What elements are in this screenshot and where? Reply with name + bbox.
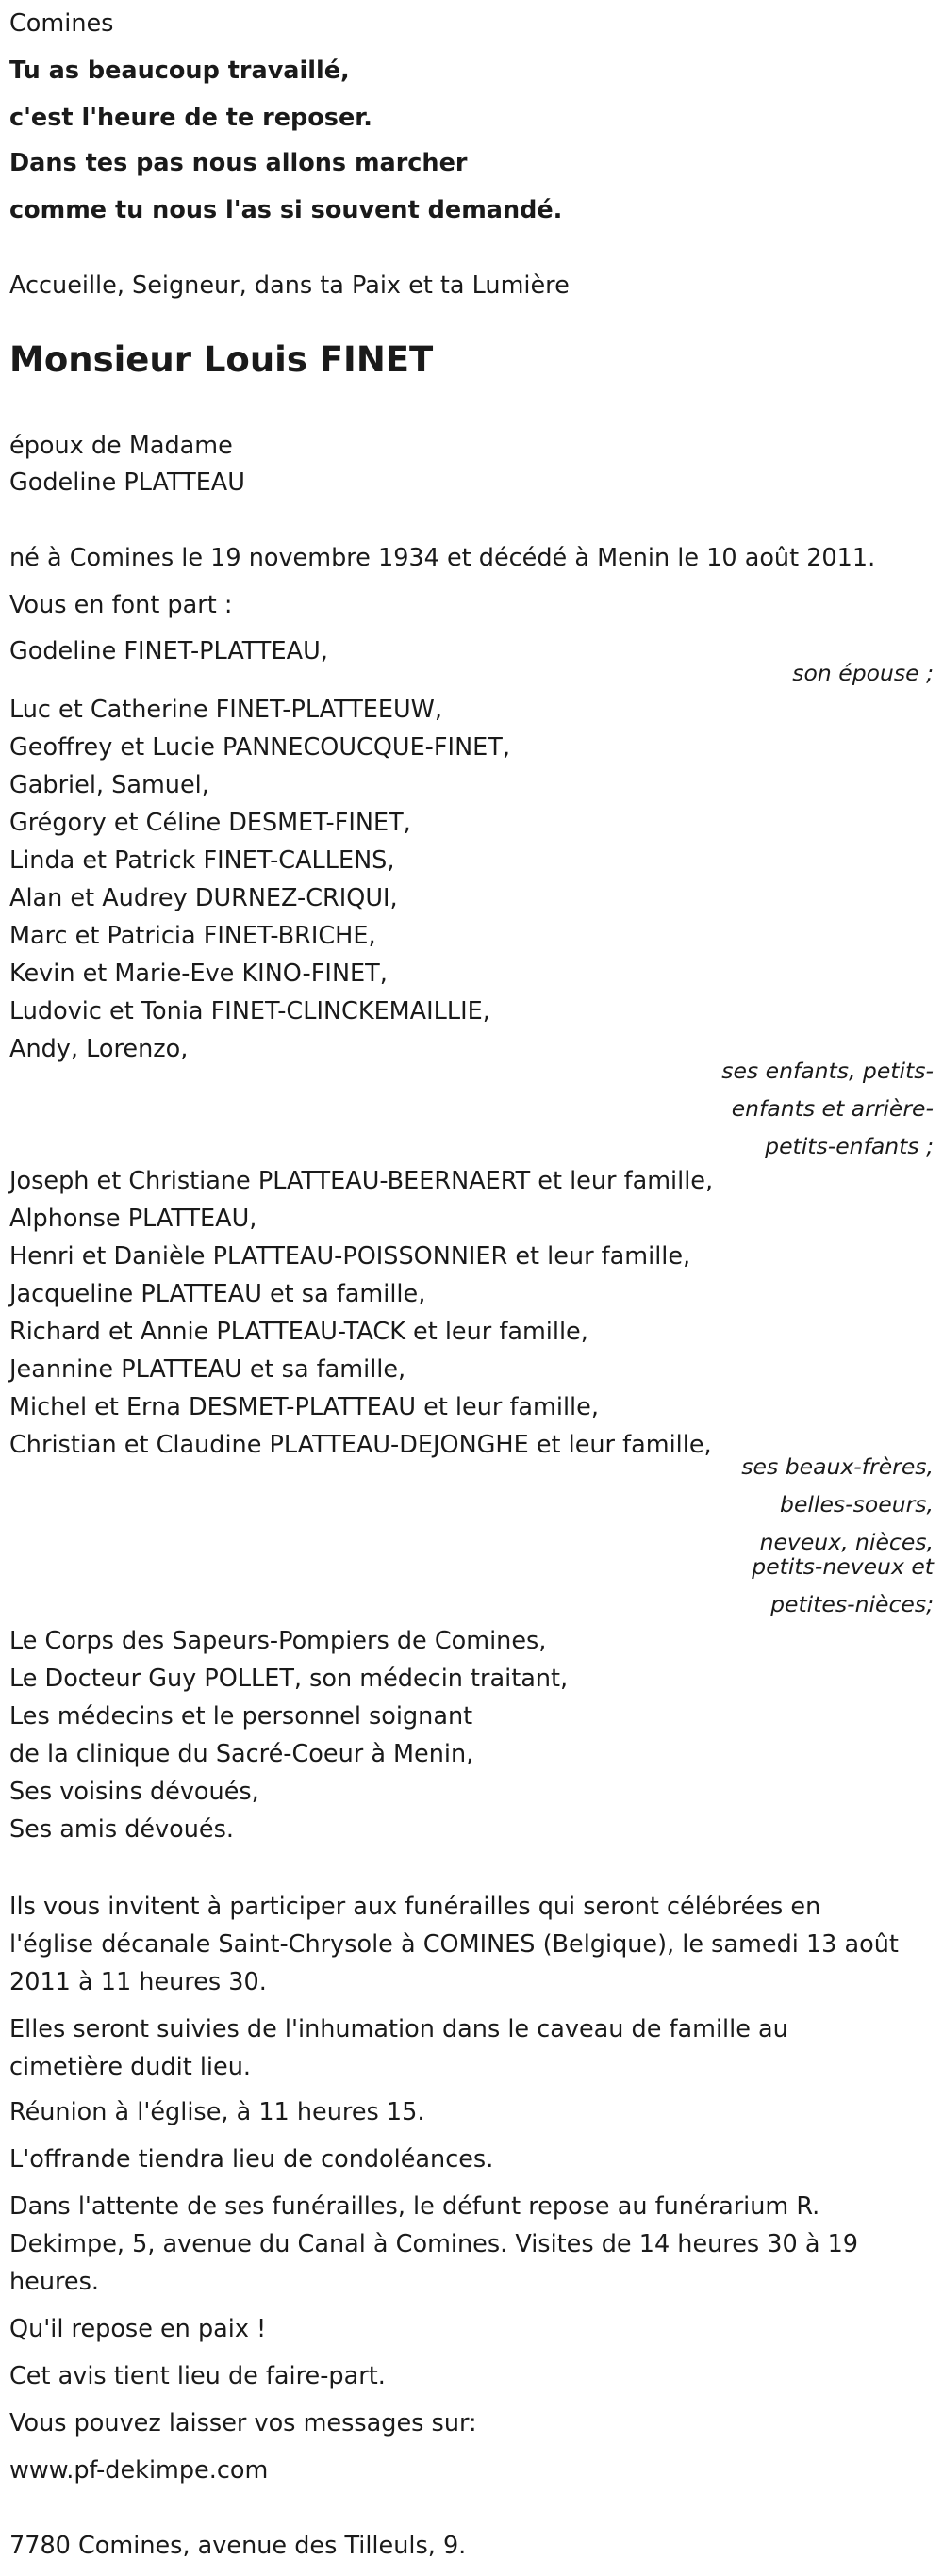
in-laws-role-line-2: belles-soeurs, (780, 1491, 934, 1518)
poem-line-1: Tu as beaucoup travaillé, (9, 57, 350, 85)
list-item: Ludovic et Tonia FINET-CLINCKEMAILLIE, (9, 997, 490, 1025)
address: 7780 Comines, avenue des Tilleuls, 9. (9, 2532, 467, 2560)
website-link[interactable]: www.pf-dekimpe.com (9, 2456, 269, 2485)
list-item: Le Corps des Sapeurs-Pompiers de Comines, (9, 1627, 547, 1655)
list-item: Linda et Patrick FINET-CALLENS, (9, 846, 395, 875)
rip-text: Qu'il repose en paix ! (9, 2315, 267, 2343)
in-laws-role-line-3: neveux, nièces, (759, 1529, 934, 1555)
list-item: Andy, Lorenzo, (9, 1035, 189, 1063)
list-item: Grégory et Céline DESMET-FINET, (9, 809, 411, 837)
city-label: Comines (9, 9, 114, 38)
in-laws-role-line-4: petits-neveux et (752, 1553, 934, 1580)
list-item: Michel et Erna DESMET-PLATTEAU et leur famille, (9, 1393, 599, 1421)
list-item: Alphonse PLATTEAU, (9, 1205, 257, 1233)
list-item: Christian et Claudine PLATTEAU-DEJONGHE et leur famille, (9, 1431, 712, 1459)
spouse-announcer: Godeline FINET-PLATTEAU, (9, 637, 328, 665)
list-item: Kevin et Marie-Eve KINO-FINET, (9, 960, 388, 988)
repose-line-3: heures. (9, 2268, 100, 2296)
children-role-line-2: enfants et arrière- (731, 1095, 934, 1122)
list-item: Luc et Catherine FINET-PLATTEEUW, (9, 696, 442, 724)
funeral-invite-line-2: l'église décanale Saint-Chrysole à COMINES (Belgique), le samedi 13 août (9, 1930, 899, 1959)
funeral-invite-line-3: 2011 à 11 heures 30. (9, 1968, 267, 1996)
burial-line-1: Elles seront suivies de l'inhumation dans le caveau de famille au (9, 2015, 788, 2043)
list-item: Jeannine PLATTEAU et sa famille, (9, 1355, 406, 1384)
repose-line-1: Dans l'attente de ses funérailles, le défunt repose au funérarium R. (9, 2192, 820, 2221)
in-laws-role-line-5: petites-nièces; (770, 1591, 934, 1617)
poem-line-2: c'est l'heure de te reposer. (9, 104, 372, 132)
list-item: Ses amis dévoués. (9, 1815, 235, 1844)
announcers-intro: Vous en font part : (9, 591, 233, 619)
list-item: Henri et Danièle PLATTEAU-POISSONNIER et leur famille, (9, 1242, 691, 1271)
spouse-role: son épouse ; (792, 660, 934, 686)
spouse-name: Godeline PLATTEAU (9, 468, 245, 497)
offering-info: L'offrande tiendra lieu de condoléances. (9, 2145, 494, 2174)
burial-line-2: cimetière dudit lieu. (9, 2053, 251, 2081)
messages-intro: Vous pouvez laisser vos messages sur: (9, 2409, 477, 2437)
list-item: Gabriel, Samuel, (9, 771, 209, 799)
list-item: Richard et Annie PLATTEAU-TACK et leur famille, (9, 1318, 588, 1346)
meeting-info: Réunion à l'église, à 11 heures 15. (9, 2098, 425, 2126)
list-item: de la clinique du Sacré-Coeur à Menin, (9, 1740, 474, 1768)
poem-line-3: Dans tes pas nous allons marcher (9, 149, 468, 177)
spouse-intro: époux de Madame (9, 432, 233, 460)
prayer: Accueille, Seigneur, dans ta Paix et ta Lumière (9, 271, 570, 300)
repose-line-2: Dekimpe, 5, avenue du Canal à Comines. Visites de 14 heures 30 à 19 (9, 2230, 859, 2258)
birth-death: né à Comines le 19 novembre 1934 et décédé à Menin le 10 août 2011. (9, 544, 876, 572)
notice-text: Cet avis tient lieu de faire-part. (9, 2362, 386, 2390)
list-item: Jacqueline PLATTEAU et sa famille, (9, 1280, 426, 1308)
deceased-name: Monsieur Louis FINET (9, 339, 434, 380)
children-role-line-1: ses enfants, petits- (721, 1058, 934, 1084)
children-role-line-3: petits-enfants ; (765, 1133, 934, 1159)
funeral-invite-line-1: Ils vous invitent à participer aux funérailles qui seront célébrées en (9, 1893, 821, 1921)
list-item: Marc et Patricia FINET-BRICHE, (9, 922, 376, 950)
list-item: Le Docteur Guy POLLET, son médecin traitant, (9, 1665, 569, 1693)
list-item: Les médecins et le personnel soignant (9, 1702, 473, 1731)
list-item: Ses voisins dévoués, (9, 1778, 259, 1806)
poem-line-4: comme tu nous l'as si souvent demandé. (9, 196, 563, 224)
in-laws-role-line-1: ses beaux-frères, (741, 1453, 934, 1480)
list-item: Geoffrey et Lucie PANNECOUCQUE-FINET, (9, 733, 510, 762)
list-item: Joseph et Christiane PLATTEAU-BEERNAERT et leur famille, (9, 1167, 714, 1195)
list-item: Alan et Audrey DURNEZ-CRIQUI, (9, 884, 398, 912)
